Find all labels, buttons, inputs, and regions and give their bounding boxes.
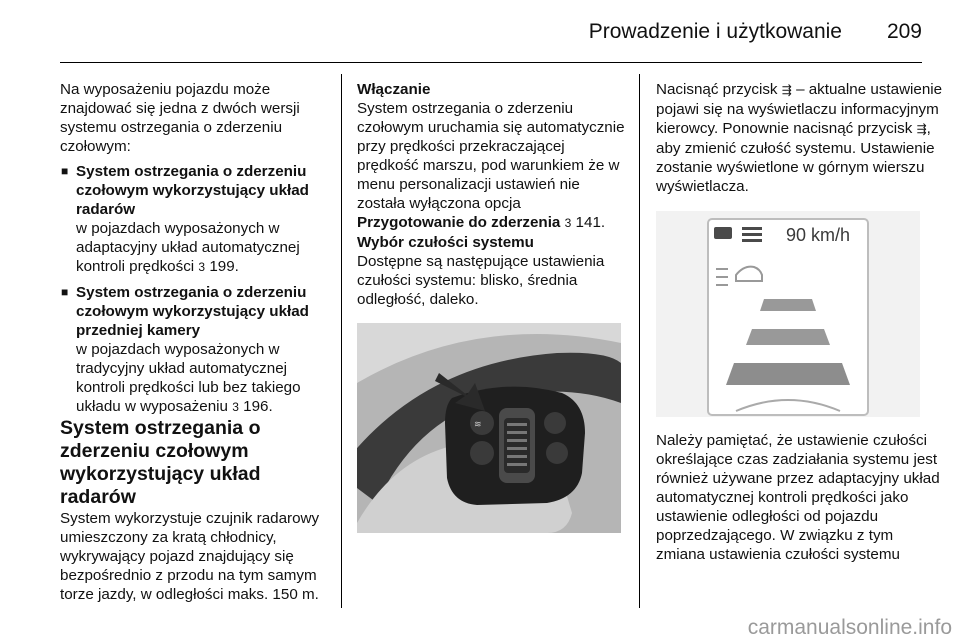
page-ref-arrow-icon: 3 — [198, 260, 206, 274]
column-left — [60, 80, 332, 604]
collision-sensitivity-icon: ⇶ — [916, 122, 927, 136]
steering-wheel-photo — [357, 323, 621, 533]
list-item-text: w pojazdach wyposażonych w adaptacyjny układ automatycznej kontroli prędkości 3 199. — [76, 220, 300, 275]
page-ref-arrow-icon: 3 — [564, 216, 572, 230]
page-number: 209 — [886, 20, 922, 43]
note-paragraph: Należy pamiętać, że ustawienie czułości określające czas zadziałania systemu jest również używane przez adaptacyjny układ automatycznej kontroli prędkości jako ustawienie odległości od pojazdu poprzedzającego. W związku z tym zmiana ustawienia czułości systemu — [656, 432, 940, 563]
section-paragraph: System wykorzystuje czujnik radarowy umieszczony za kratą chłodnicy, wykrywający pojazd znajdujący się bezpośrednio z przodu na tym samym torze jazdy, w odległości maks. 150 m. — [60, 510, 320, 603]
subheading-activation: Włączanie — [357, 81, 431, 98]
watermark: carmanualsonline.info — [747, 616, 952, 639]
list-item — [60, 283, 332, 340]
svg-text:≋: ≋ — [474, 420, 482, 430]
page-ref-arrow-icon: 3 — [232, 400, 239, 414]
collision-sensitivity-icon: ⇶ — [781, 83, 792, 97]
sensitivity-paragraph: Dostępne są następujące ustawienia czułości systemu: blisko, średnia odległość, daleko. — [357, 253, 605, 308]
bullet-icon: ■ — [61, 164, 69, 178]
menu-option-name: Przygotowanie do zderzenia — [357, 214, 561, 231]
bullet-icon: ■ — [61, 285, 69, 299]
button-paragraph: Nacisnąć przycisk ⇶ – aktualne ustawienie pojawi się na wyświetlaczu informacyjnym kierowcy. Ponownie nacisnąć przycisk ⇶, aby zmienić czułość systemu. Ustawienie zostanie wyświetlone w górnym wierszu wyświetlacza. — [656, 81, 943, 195]
section-heading: System ostrzegania o zderzeniu czołowym wykorzystujący układ radarów — [60, 417, 261, 508]
page-ref-link[interactable]: 141. — [575, 214, 606, 231]
list-item-title: System ostrzegania o zderzeniu czołowym wykorzystujący układ przedniej kamery — [76, 284, 309, 339]
list-item — [60, 162, 332, 219]
driver-info-display — [656, 211, 920, 417]
display-speed: 90 km/h — [786, 225, 851, 245]
page-header — [0, 0, 960, 62]
subheading-sensitivity: Wybór czułości systemu — [357, 234, 534, 251]
steering-wheel-illustration — [357, 323, 621, 533]
column-right — [656, 80, 946, 564]
column-divider — [639, 74, 640, 608]
intro-paragraph: Na wyposażeniu pojazdu może znajdować się jedna z dwóch wersji systemu ostrzegania o zderzeniu czołowym: — [60, 81, 300, 155]
page-ref-link[interactable]: 199. — [209, 258, 239, 275]
list-item-text: w pojazdach wyposażonych w tradycyjny układ automatycznej kontroli prędkości lub bez takiego układu w wyposażeniu 3 196. — [76, 341, 301, 415]
column-divider — [341, 74, 342, 608]
chapter-title: Prowadzenie i użytkowanie — [588, 20, 842, 43]
header-rule — [60, 62, 922, 63]
column-middle — [357, 80, 627, 533]
page-ref-link[interactable]: 196. — [243, 398, 273, 415]
activation-paragraph: System ostrzegania o zderzeniu czołowym uruchamia się automatycznie przy prędkości przekraczającej prędkość marszu, pod warunkiem że w menu personalizacji ustawień nie została wyłączona opcja Przygotowanie do zderzenia 3 141. — [357, 100, 625, 231]
display-illustration — [656, 211, 920, 417]
list-item-title: System ostrzegania o zderzeniu czołowym wykorzystujący układ radarów — [76, 163, 309, 218]
